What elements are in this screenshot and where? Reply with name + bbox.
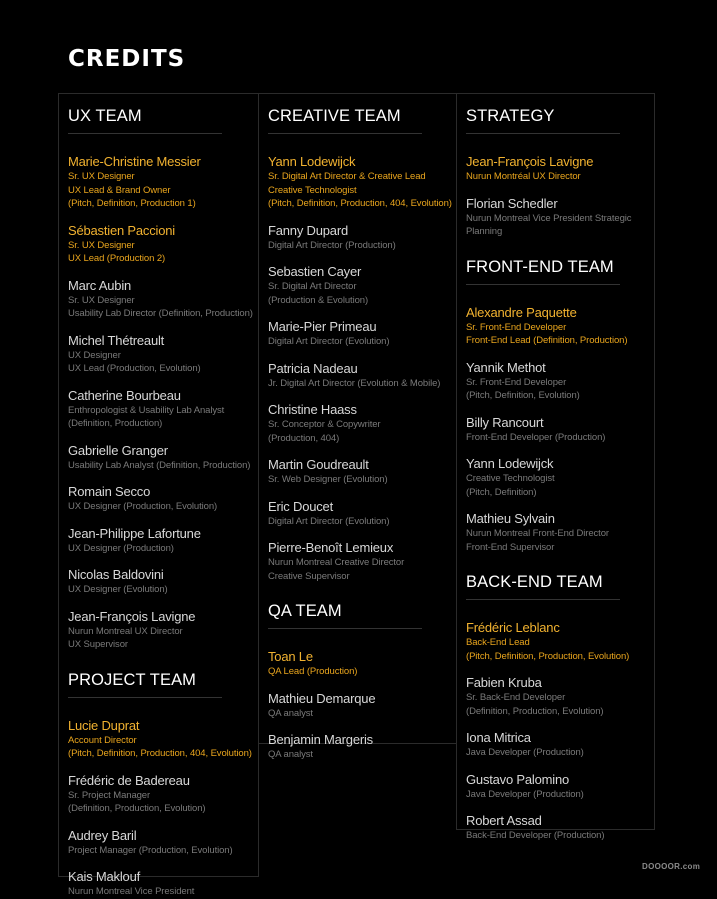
team-section [68, 670, 254, 899]
credit-entry [68, 484, 254, 514]
credit-entry [268, 499, 452, 529]
team-section [466, 106, 650, 239]
person-role: Front-End Developer (Production) [466, 431, 606, 443]
team-heading: FRONT-END TEAM [466, 257, 620, 285]
person-name: Kais Maklouf [68, 869, 141, 884]
person-role: QA Lead (Production) [268, 666, 358, 677]
credit-entry [68, 223, 254, 266]
team-section [268, 601, 452, 762]
person-name: Yann Lodewijck [466, 456, 554, 471]
credit-entry [68, 718, 254, 761]
credit-entry [68, 526, 254, 556]
person-role: Sr. Web Designer (Evolution) [268, 474, 388, 485]
person-name: Fanny Dupard [268, 222, 348, 238]
person-name: Fabien Kruba [466, 675, 542, 690]
person-role: Nurun Montreal Creative Director Creative Supervisor [268, 557, 405, 582]
credit-entry [68, 278, 254, 321]
credit-entry [268, 154, 452, 211]
person-role: Sr. Digital Art Director (Production & Evolution) [268, 281, 369, 306]
person-name: Robert Assad [466, 813, 542, 828]
person-role: Nurun Montreal Vice President Strategic Planning [466, 212, 632, 237]
person-role: Digital Art Director (Production) [268, 239, 396, 251]
watermark: DOOOOR.com [642, 862, 701, 871]
person-role: Java Developer (Production) [466, 747, 584, 758]
team-heading: BACK-END TEAM [466, 572, 620, 600]
person-role: Project Manager (Production, Evolution) [68, 844, 233, 856]
person-role: Java Developer (Production) [466, 788, 584, 800]
person-role: Account Director (Pitch, Definition, Production, 404, Evolution) [68, 734, 252, 759]
person-name: Alexandre Paquette [466, 304, 577, 320]
person-role: UX Designer (Production) [68, 542, 174, 554]
page-title: CREDITS [68, 46, 186, 72]
person-role: Sr. Front-End Developer Front-End Lead (Definition, Production) [466, 321, 628, 346]
credit-entry [68, 154, 254, 211]
credit-entry [268, 457, 452, 487]
people-list [268, 154, 452, 583]
credit-entry [268, 361, 452, 391]
person-name: Toan Le [268, 649, 313, 664]
people-list [466, 305, 650, 555]
person-role: Usability Lab Analyst (Definition, Production) [68, 459, 251, 471]
person-role: Sr. UX Designer UX Lead (Production 2) [68, 239, 166, 264]
credit-entry [268, 540, 452, 583]
person-role: Sr. Back-End Developer (Definition, Production, Evolution) [466, 692, 604, 717]
credit-entry [268, 264, 452, 307]
team-section [68, 106, 254, 652]
person-role: UX Designer (Production, Evolution) [68, 501, 218, 512]
person-name: Jean-François Lavigne [466, 154, 594, 169]
credit-entry [466, 415, 650, 445]
person-role: UX Designer UX Lead (Production, Evolution) [68, 349, 201, 374]
person-name: Patricia Nadeau [268, 360, 358, 376]
person-name: Iona Mitrica [466, 730, 531, 745]
person-name: Jean-Philippe Lafortune [68, 525, 201, 541]
person-role: Back-End Developer (Production) [466, 830, 605, 841]
person-role: Back-End Lead (Pitch, Definition, Production, Evolution) [466, 637, 630, 662]
credit-entry [466, 730, 650, 760]
credit-entry [68, 567, 254, 597]
person-name: Yann Lodewijck [268, 154, 356, 169]
credit-entry [466, 511, 650, 554]
person-name: Frédéric de Badereau [68, 772, 190, 788]
credit-entry [466, 305, 650, 348]
credit-entry [268, 402, 452, 445]
person-role: Digital Art Director (Evolution) [268, 515, 390, 527]
person-name: Gabrielle Granger [68, 442, 168, 458]
person-role: Nurun Montréal UX Director [466, 171, 581, 182]
person-name: Sébastien Paccioni [68, 222, 175, 238]
person-role: Nurun Montreal Vice President [68, 886, 195, 897]
credits-column-2 [258, 93, 457, 760]
person-name: Gustavo Palomino [466, 771, 570, 787]
credit-entry [68, 609, 254, 652]
person-role: Sr. UX Designer UX Lead & Brand Owner (Pitch, Definition, Production 1) [68, 171, 196, 209]
person-role: QA analyst [268, 749, 313, 760]
credits-column-1 [58, 93, 259, 897]
person-role: Jr. Digital Art Director (Evolution & Mobile) [268, 377, 441, 389]
team-section [466, 257, 650, 555]
credit-entry [466, 154, 650, 184]
person-role: Sr. UX Designer Usability Lab Director (Definition, Production) [68, 294, 253, 319]
person-role: Nurun Montreal UX Director UX Supervisor [68, 625, 183, 650]
team-heading: PROJECT TEAM [68, 670, 222, 698]
person-role: QA analyst [268, 707, 313, 719]
credit-entry [466, 813, 650, 843]
people-list [466, 154, 650, 239]
person-name: Jean-François Lavigne [68, 608, 196, 624]
person-name: Marie-Pier Primeau [268, 319, 377, 334]
credit-entry [68, 333, 254, 376]
person-name: Mathieu Demarque [268, 690, 376, 706]
credit-entry [268, 223, 452, 253]
credit-entry [466, 675, 650, 718]
credit-entry [68, 443, 254, 473]
credit-entry [68, 773, 254, 816]
person-role: Nurun Montreal Front-End Director Front-End Supervisor [466, 528, 609, 553]
credit-entry [268, 732, 452, 762]
credit-entry [68, 869, 254, 899]
person-name: Florian Schedler [466, 195, 558, 211]
team-section [466, 572, 650, 843]
person-name: Marie-Christine Messier [68, 154, 201, 169]
credit-entry [268, 649, 452, 679]
person-role: Creative Technologist (Pitch, Definition) [466, 473, 555, 498]
team-heading: CREATIVE TEAM [268, 106, 422, 134]
person-name: Eric Doucet [268, 498, 333, 514]
person-name: Catherine Bourbeau [68, 387, 181, 403]
credit-entry [466, 456, 650, 499]
person-name: Michel Thétreault [68, 332, 165, 348]
person-name: Lucie Duprat [68, 717, 140, 733]
people-list [68, 718, 254, 899]
credit-entry [268, 691, 452, 721]
team-section [268, 106, 452, 583]
person-name: Christine Haass [268, 402, 357, 417]
person-name: Frédéric Leblanc [466, 620, 560, 635]
people-list [68, 154, 254, 652]
person-role: Sr. Project Manager (Definition, Production, Evolution) [68, 789, 206, 814]
credit-entry [466, 196, 650, 239]
credit-entry [68, 388, 254, 431]
team-heading: UX TEAM [68, 106, 222, 134]
person-role: Enthropologist & Usability Lab Analyst (Definition, Production) [68, 404, 225, 429]
person-role: Digital Art Director (Evolution) [268, 336, 390, 347]
person-name: Sebastien Cayer [268, 264, 362, 279]
person-role: UX Designer (Evolution) [68, 584, 168, 595]
person-name: Audrey Baril [68, 827, 137, 843]
person-name: Mathieu Sylvain [466, 511, 555, 526]
person-name: Benjamin Margeris [268, 732, 373, 747]
person-name: Martin Goudreault [268, 457, 369, 472]
person-name: Pierre-Benoît Lemieux [268, 540, 394, 555]
credit-entry [466, 360, 650, 403]
people-list [268, 649, 452, 762]
team-heading: QA TEAM [268, 601, 422, 629]
person-role: Sr. Digital Art Director & Creative Lead Creative Technologist (Pitch, Definition, Production, 404, Evolution) [268, 171, 452, 209]
credit-entry [466, 620, 650, 663]
person-name: Marc Aubin [68, 277, 132, 293]
people-list [466, 620, 650, 843]
person-name: Romain Secco [68, 484, 151, 499]
person-name: Billy Rancourt [466, 414, 544, 430]
person-name: Yannik Methot [466, 359, 546, 375]
person-name: Nicolas Baldovini [68, 567, 164, 582]
person-role: Sr. Front-End Developer (Pitch, Definition, Evolution) [466, 376, 580, 401]
credits-column-3 [456, 93, 655, 841]
credit-entry [466, 772, 650, 802]
team-heading: STRATEGY [466, 106, 620, 134]
person-role: Sr. Conceptor & Copywriter (Production, 404) [268, 419, 381, 444]
credit-entry [268, 319, 452, 349]
credit-entry [68, 828, 254, 858]
